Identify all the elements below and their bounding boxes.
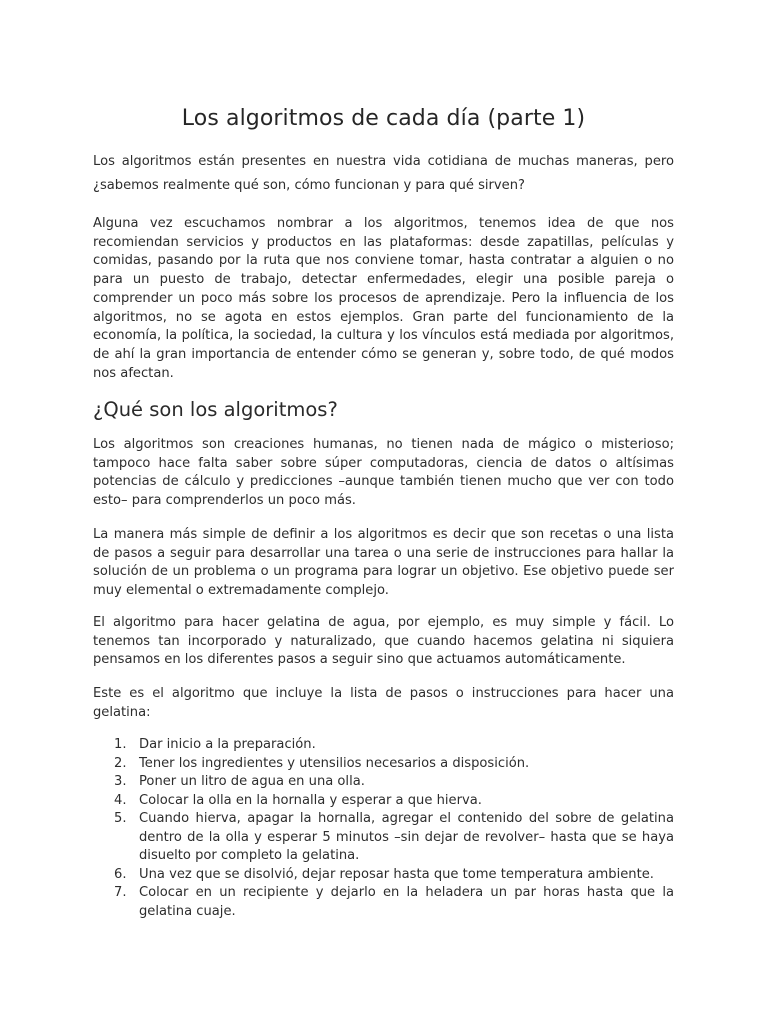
list-item	[93, 773, 674, 792]
step-text: Cuando hierva, apagar la hornalla, agregar el contenido del sobre de gelatina dentro de la olla y esperar 5 minutos –sin dejar de revolver– hasta que se haya disuelto por completo la gelatina.	[139, 811, 674, 863]
paragraph-human-creations: Los algoritmos son creaciones humanas, no tienen nada de mágico o misterioso; tampoco hace falta saber sobre súper computadoras, ciencia de datos o altísimas potencias de cálculo y predicciones –aunque también tienen mucho que ver con todo esto– para comprenderlos un poco más.	[93, 437, 674, 509]
step-text: Colocar en un recipiente y dejarlo en la heladera un par horas hasta que la gelatina cuaje.	[139, 885, 674, 919]
step-number: 1.	[114, 737, 127, 752]
intro-paragraph: Los algoritmos están presentes en nuestra vida cotidiana de muchas maneras, pero ¿sabemos realmente qué son, cómo funcionan y para qué sirven?	[93, 154, 674, 193]
step-number: 5.	[114, 811, 127, 826]
document-title: Los algoritmos de cada día (parte 1)	[181, 106, 586, 131]
step-number: 2.	[114, 755, 127, 771]
step-text: Colocar la olla en la hornalla y esperar a que hierva.	[139, 792, 482, 808]
list-item	[93, 755, 674, 774]
step-text: Poner un litro de agua en una olla.	[139, 774, 365, 789]
step-number: 3.	[114, 774, 127, 789]
list-item	[93, 810, 674, 866]
step-text: Tener los ingredientes y utensilios necesarios a disposición.	[139, 755, 530, 771]
paragraph-influence: Alguna vez escuchamos nombrar a los algoritmos, tenemos idea de que nos recomiendan servicios y productos en las plataformas: desde zapatillas, películas y comidas, pasando por la ruta que nos conviene tomar, hasta contratar a alguien o no para un puesto de trabajo, detectar enfermedades, elegir una posible pareja o comprender un poco más sobre los procesos de aprendizaje. Pero la influencia de los algoritmos, no se agota en estos ejemplos. Gran parte del funcionamiento de la economía, la política, la sociedad, la cultura y los vínculos está mediada por algoritmos, de ahí la gran importancia de entender cómo se generan y, sobre todo, de qué modos nos afectan.	[93, 216, 674, 381]
step-text: Una vez que se disolvió, dejar reposar hasta que tome temperatura ambiente.	[139, 866, 654, 882]
step-text: Dar inicio a la preparación.	[139, 737, 316, 752]
paragraph-gelatin-example: El algoritmo para hacer gelatina de agua, por ejemplo, es muy simple y fácil. Lo tenemos tan incorporado y naturalizado, que cuando hacemos gelatina ni siquiera pensamos en los diferentes pasos a seguir sino que actuamos automáticamente.	[93, 615, 674, 668]
section-heading: ¿Qué son los algoritmos?	[93, 398, 338, 421]
paragraph-steps-intro: Este es el algoritmo que incluye la lista de pasos o instrucciones para hacer una gelatina:	[93, 686, 674, 720]
list-item	[93, 736, 674, 755]
steps-list	[93, 736, 674, 921]
step-number: 6.	[114, 866, 127, 882]
list-item	[93, 866, 674, 885]
step-number: 4.	[114, 792, 127, 808]
paragraph-definition: La manera más simple de definir a los algoritmos es decir que son recetas o una lista de pasos a seguir para desarrollar una tarea o una serie de instrucciones para hallar la solución de un problema o un programa para lograr un objetivo. Ese objetivo puede ser muy elemental o extremadamente complejo.	[93, 527, 674, 599]
list-item	[93, 884, 674, 921]
step-number: 7.	[114, 885, 127, 900]
list-item	[93, 792, 674, 811]
